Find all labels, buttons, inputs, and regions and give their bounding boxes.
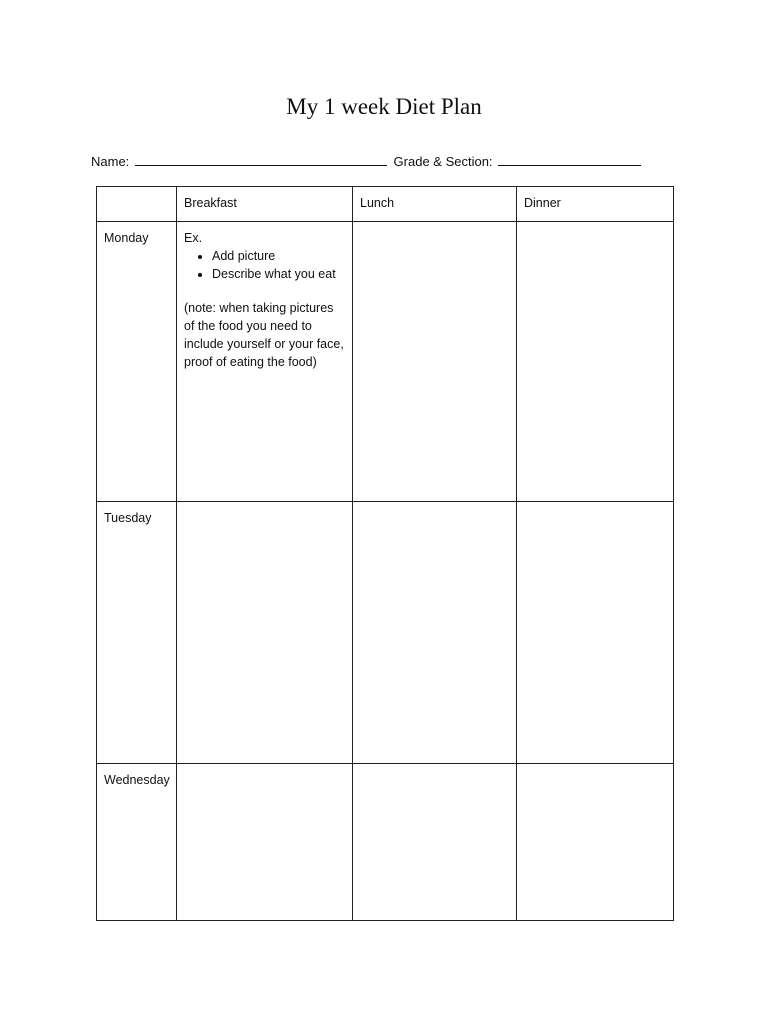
example-label: Ex. bbox=[184, 231, 203, 245]
table-row-monday bbox=[97, 222, 674, 502]
instruction-list bbox=[184, 247, 345, 283]
list-item: • Describe what you eat bbox=[212, 265, 345, 283]
wednesday-breakfast-cell[interactable] bbox=[177, 764, 353, 921]
day-cell-tuesday: Tuesday bbox=[97, 502, 177, 764]
instruction-note: (note: when taking pictures of the food you need to include yourself or your face, proof of eating the food) bbox=[184, 301, 344, 369]
tuesday-dinner-cell[interactable] bbox=[517, 502, 674, 764]
table-header-row bbox=[97, 187, 674, 222]
diet-plan-table bbox=[96, 186, 674, 921]
header-cell-lunch: Lunch bbox=[353, 187, 517, 222]
wednesday-lunch-cell[interactable] bbox=[353, 764, 517, 921]
student-info-line bbox=[91, 153, 644, 171]
monday-dinner-cell[interactable] bbox=[517, 222, 674, 502]
tuesday-breakfast-cell[interactable] bbox=[177, 502, 353, 764]
grade-section-label: Grade & Section: bbox=[393, 154, 493, 169]
grade-section-blank-field[interactable] bbox=[498, 164, 641, 166]
monday-breakfast-cell[interactable] bbox=[177, 222, 353, 502]
wednesday-dinner-cell[interactable] bbox=[517, 764, 674, 921]
name-label: Name: bbox=[91, 154, 130, 169]
day-cell-monday: Monday bbox=[97, 222, 177, 502]
document-title: My 1 week Diet Plan bbox=[286, 94, 482, 119]
table-row-tuesday bbox=[97, 502, 674, 764]
header-cell-dinner: Dinner bbox=[517, 187, 674, 222]
name-blank-field[interactable] bbox=[135, 164, 387, 166]
day-cell-wednesday: Wednesday bbox=[97, 764, 177, 921]
monday-lunch-cell[interactable] bbox=[353, 222, 517, 502]
table-row-wednesday bbox=[97, 764, 674, 921]
tuesday-lunch-cell[interactable] bbox=[353, 502, 517, 764]
header-cell-breakfast: Breakfast bbox=[177, 187, 353, 222]
header-cell-day bbox=[97, 187, 177, 222]
list-item: • Add picture bbox=[212, 247, 345, 265]
